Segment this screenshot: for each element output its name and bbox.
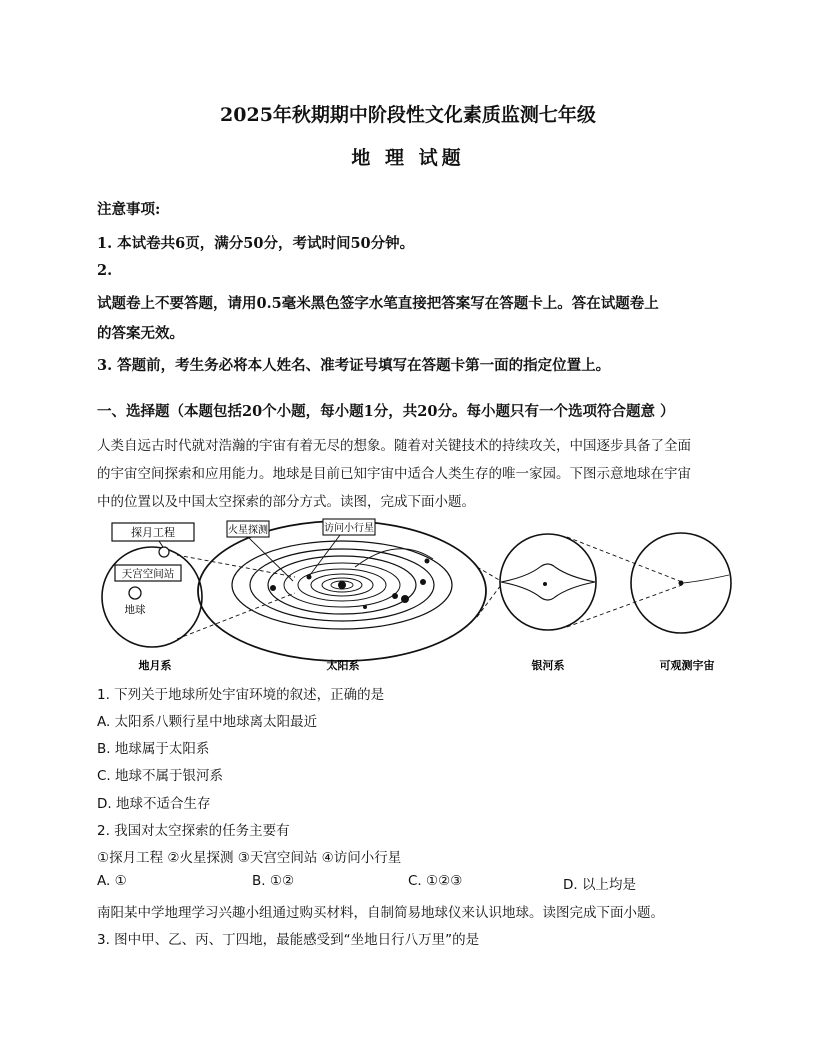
intro-line-3: 中的位置以及中国太空探索的部分方式。读图，完成下面小题。 (97, 494, 475, 510)
question-2-items: ①探月工程 ②火星探测 ③天宫空间站 ④访问小行星 (97, 850, 402, 866)
question-2-option-b[interactable]: B. ①② (252, 873, 295, 889)
question-1-option-b[interactable]: B. 地球属于太阳系 (97, 741, 210, 757)
question-1-option-c[interactable]: C. 地球不属于银河系 (97, 768, 224, 784)
milky-way-circle (500, 534, 596, 630)
asteroid-visit-label: 访问小行星 (324, 523, 374, 534)
earth-label: 地球 (124, 604, 146, 616)
section-heading: 一、选择题（本题包括20个小题，每小题1分，共20分。每小题只有一个选项符合题意 ） (97, 403, 675, 420)
exam-title: 2025年秋期期中阶段性文化素质监测七年级 (220, 104, 596, 126)
question-3-stem: 3. 图中甲、乙、丙、丁四地，最能感受到“坐地日行八万里”的是 (97, 932, 480, 948)
notes-heading: 注意事项: (97, 201, 161, 218)
exam-subject: 地 理 试题 (351, 147, 465, 169)
intro-line-2: 的宇宙空间探索和应用能力。地球是目前已知宇宙中适合人类生存的唯一家园。下图示意地球在宇宙 (97, 466, 691, 482)
note-item-1: 1. 本试卷共6页，满分50分，考试时间50分钟。 (97, 235, 415, 252)
question-2-option-d[interactable]: D. 以上均是 (563, 877, 636, 893)
note-item-2-line2: 的答案无效。 (97, 325, 184, 342)
caption-milky-way: 银河系 (531, 659, 565, 672)
note-item-3: 3. 答题前，考生务必将本人姓名、准考证号填写在答题卡第一面的指定位置上。 (97, 357, 611, 374)
question-1-stem: 1. 下列关于地球所处宇宙环境的叙述，正确的是 (97, 687, 385, 703)
question-1-option-d[interactable]: D. 地球不适合生存 (97, 796, 211, 812)
universe-diagram (97, 515, 737, 677)
note-item-2-number: 2. (97, 262, 113, 279)
caption-earth-moon-system: 地月系 (138, 659, 172, 672)
intro-line-1: 人类自远古时代就对浩瀚的宇宙有着无尽的想象。随着对关键技术的持续攻关，中国逐步具备了全面 (97, 438, 691, 454)
solar-system-boundary (198, 521, 486, 661)
caption-observable-universe: 可观测宇宙 (659, 659, 715, 672)
caption-solar-system: 太阳系 (326, 659, 360, 672)
question-2-option-a[interactable]: A. ① (97, 873, 127, 889)
question-2-stem: 2. 我国对太空探索的任务主要有 (97, 823, 290, 839)
question-2-option-c[interactable]: C. ①②③ (408, 873, 463, 889)
sun-icon (338, 581, 346, 589)
note-item-2-line1: 试题卷上不要答题，请用0.5毫米黑色签字水笔直接把答案写在答题卡上。答在试题卷上 (97, 295, 659, 312)
galaxy-shape (501, 564, 595, 600)
space-station-label: 天宫空间站 (121, 568, 175, 580)
universe-figure (97, 515, 737, 677)
mars-exploration-label: 火星探测 (228, 525, 268, 536)
earth-moon-system-circle (102, 547, 202, 647)
question-1-option-a[interactable]: A. 太阳系八颗行星中地球离太阳最近 (97, 714, 318, 730)
earth-icon (129, 587, 141, 599)
intro-2: 南阳某中学地理学习兴趣小组通过购买材料，自制简易地球仪来认识地球。读图完成下面小题。 (97, 905, 664, 921)
lunar-program-label: 探月工程 (131, 526, 175, 539)
moon-icon (159, 547, 169, 557)
